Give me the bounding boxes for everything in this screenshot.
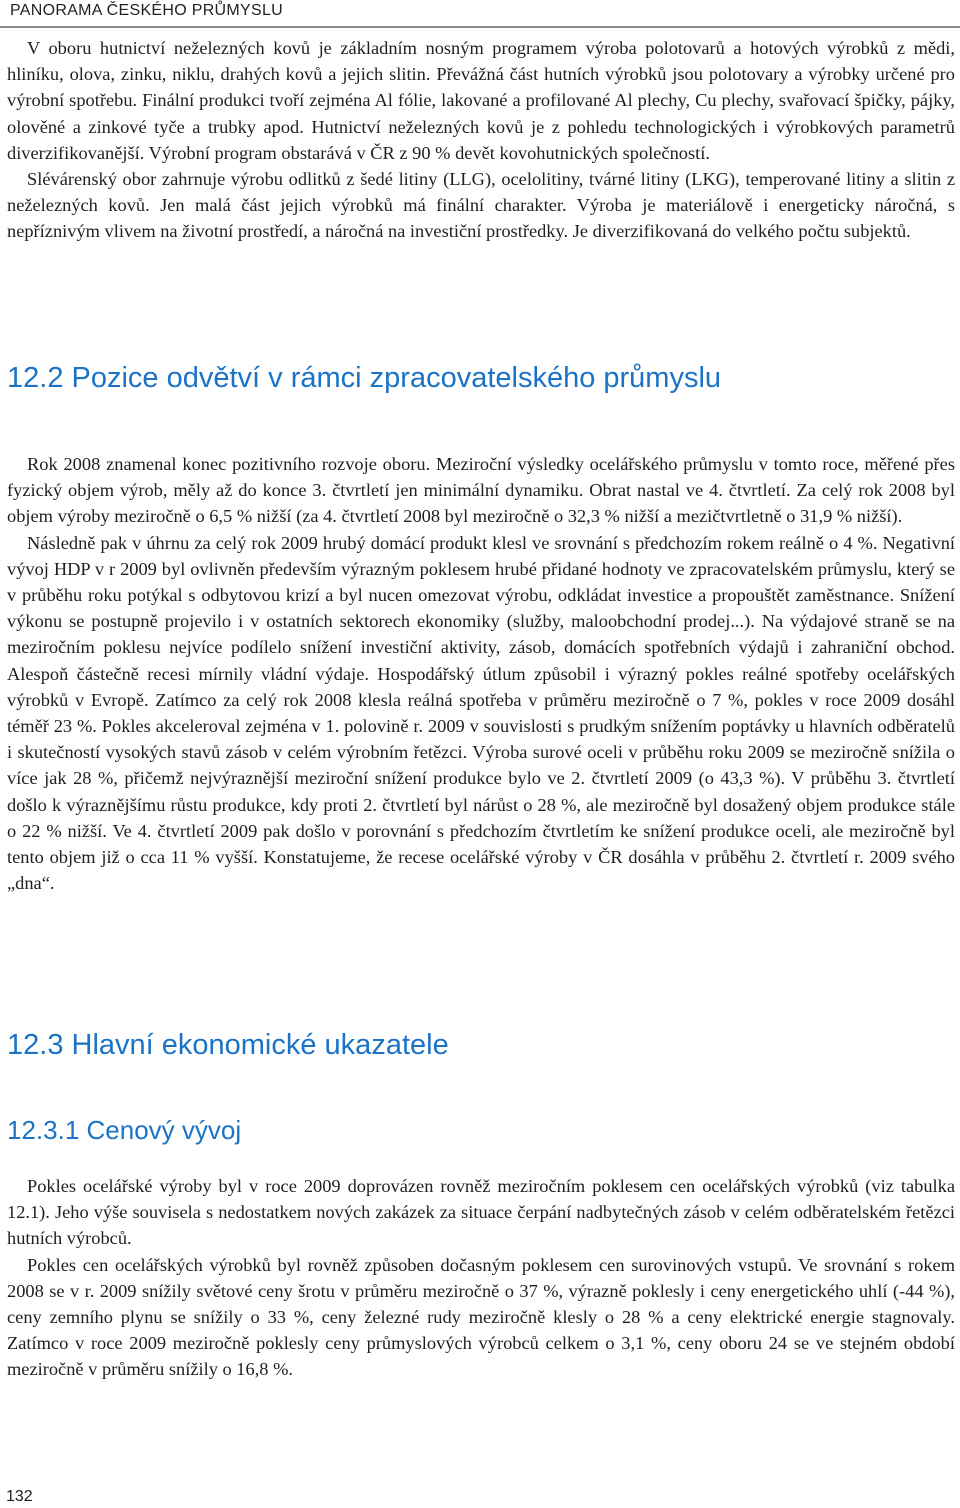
paragraph-foundry: Slévárenský obor zahrnuje výrobu odlitků z šedé litiny (LLG), ocelolitiny, tvárné litiny (LKG), temperované litiny a slitin z neželezných kovů. Jen malá část jejich výrobků má finální charakter. Výroba je materiálově i energeticky náročná, s nepříznivým vlivem na životní prostředí, a náročná na investiční prostředky. Je diverzifikovaná do velkého počtu subjektů. — [7, 169, 955, 242]
section-12-2-text-block — [7, 451, 955, 896]
header-rule — [0, 26, 960, 28]
section-heading-12-2: 12.2 Pozice odvětví v rámci zpracovatelského průmyslu — [7, 362, 722, 394]
paragraph-year-2008: Rok 2008 znamenal konec pozitivního rozvoje oboru. Meziroční výsledky ocelářského průmyslu v tomto roce, měřené přes fyzický objem výrob, měly až do konce 3. čtvrtletí jen minimální dynamiku. Obrat nastal ve 4. čtvrtletí. Za celý rok 2008 byl objem výroby meziročně o 6,5 % nižší (za 4. čtvrtletí 2008 byl meziročně o 32,3 % nižší a mezičtvrtletně o 31,9 % nižší). — [7, 454, 955, 527]
section-heading-12-3: 12.3 Hlavní ekonomické ukazatele — [7, 1029, 449, 1061]
paragraph-price-decline: Pokles ocelářské výroby byl v roce 2009 doprovázen rovněž meziročním poklesem cen ocelářských výrobků (viz tabulka 12.1). Jeho výše souvisela s nedostatkem nových zakázek za situace čerpání nadbytečných zásob v celém odběratelském řetězci hutních výrobců. — [7, 1176, 955, 1249]
section-heading-12-3-1: 12.3.1 Cenový vývoj — [7, 1115, 242, 1145]
running-header: PANORAMA ČESKÉHO PRŮMYSLU — [10, 2, 284, 19]
paragraph-year-2009: Následně pak v úhrnu za celý rok 2009 hrubý domácí produkt klesl ve srovnání s předchozím rokem reálně o 4 %. Negativní vývoj HDP v r 2009 byl ovlivněn především výrazným poklesem hrubé přidané hodnoty ve zpracovatelském průmyslu, který se v průběhu roku potýkal s odbytovou krizí a byl nucen omezovat výrobu, odkládat investice a propouštět zaměstnance. Snížení výkonu se postupně projevilo i v ostatních sektorech ekonomiky (služby, maloobchodní prodej...). Na výdajové straně se na meziročním poklesu nejvíce podílelo snížení investiční aktivity, zásob, domácích spotřebních výdajů i zahraniční obchod. Alespoň částečně recesi mírnily vládní výdaje. Hospodářský útlum způsobil i výrazný pokles reálné spotřeby ocelářských výrobků v Evropě. Zatímco za celý rok 2008 klesla reálná spotřeba v průměru meziročně o 7 %, pokles v roce 2009 dosáhl téměř 23 %. Pokles akceleroval zejména v 1. polovině r. 2009 v souvislosti s prudkým snížením poptávky u hlavních odběratelů i skutečností vysokých stavů zásob v celém výrobním řetězci. Výroba surové oceli v průběhu roku 2009 se meziročně snížila o více jak 28 %, přičemž nejvýraznější meziroční snížení produkce bylo ve 2. čtvrtletí 2009 (o 43,3 %). V průběhu 3. čtvrtletí došlo k výraznějšímu růstu produkce, kdy proti 2. čtvrtletí byl nárůst o 28 %, ale meziročně byl dosažený objem produkce stále o 22 % nižší. Ve 4. čtvrtletí 2009 pak došlo v porovnání s předchozím čtvrtletím ke snížení produkce oceli, ale meziročně byl tento objem již o cca 11 % vyšší. Konstatujeme, že recese ocelářské výroby v ČR dosáhla v průběhu 2. čtvrtletí r. 2009 svého „dna“. — [7, 532, 955, 894]
page-number: 132 — [6, 1488, 33, 1505]
section-12-3-1-text-block — [7, 1173, 955, 1383]
intro-text-block — [7, 35, 955, 245]
paragraph-input-prices: Pokles cen ocelářských výrobků byl rovněž způsoben dočasným poklesem cen surovinových vstupů. Ve srovnání s rokem 2008 se v r. 2009 snížily světové ceny šrotu v průměru meziročně o 37 %, výrazně poklesly i ceny energetického uhlí (-44 %), ceny zemního plynu se snížily o 33 %, ceny železné rudy meziročně klesly o 28 % a ceny elektrické energie stagnovaly. Zatímco v roce 2009 meziročně poklesly ceny průmyslových výrobců celkem o 3,1 %, ceny oboru 24 se ve stejném období meziročně v průměru snížily o 16,8 %. — [7, 1254, 955, 1380]
paragraph-neferrous-metals: V oboru hutnictví neželezných kovů je základním nosným programem výroba polotovarů a hotových výrobků z mědi, hliníku, olova, zinku, niklu, drahých kovů a jejich slitin. Převážná část hutních výrobků jsou polotovary a výrobky určené pro výrobní spotřebu. Finální produkci tvoří zejména Al fólie, lakované a profilované Al plechy, Cu plechy, svařovací špičky, pájky, olověné a zinkové tyče a trubky apod. Hutnictví neželezných kovů je z pohledu technologických i výrobkových parametrů diverzifikovanější. Výrobní program obstarává v ČR z 90 % devět kovohutnických společností. — [7, 38, 955, 163]
